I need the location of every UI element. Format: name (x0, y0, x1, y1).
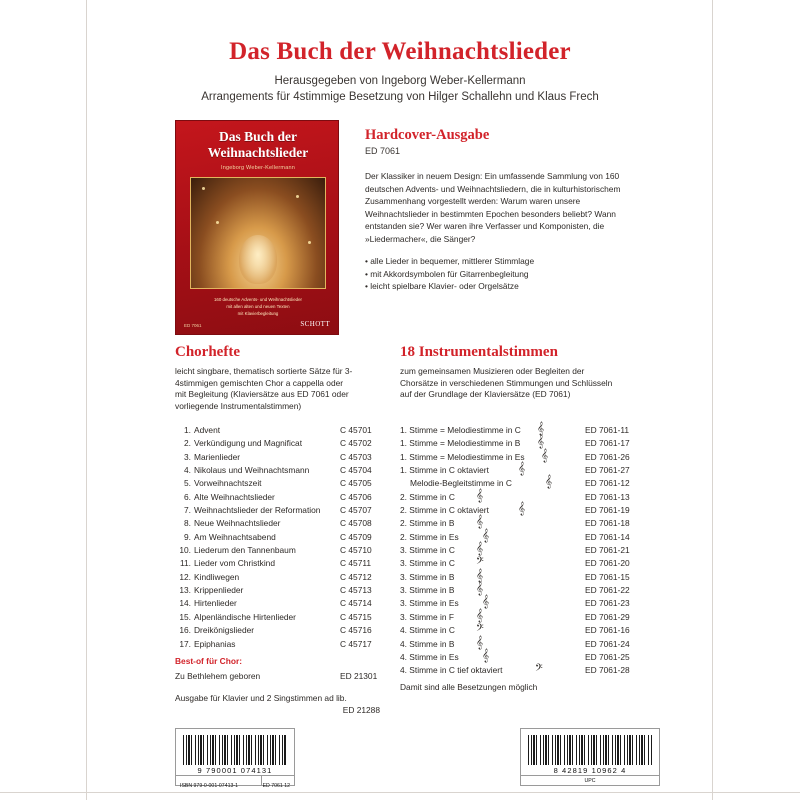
hardcover-feature-list (365, 255, 623, 293)
list-item (175, 491, 385, 504)
item-title: Vorweihnachtszeit (194, 478, 262, 489)
item-number: 10. (179, 545, 191, 556)
cover-caption-line-3: mit Klavierbegleitung (237, 311, 279, 316)
item-title: 4. Stimme in B (400, 638, 455, 649)
trim-line-right (712, 0, 713, 800)
divider (521, 775, 659, 776)
list-item: • leicht spielbare Klavier- oder Orgelsätze (365, 281, 519, 292)
instrumental-footer: Damit sind alle Besetzungen möglich (400, 682, 538, 692)
list-item (400, 527, 650, 544)
item-code: C 45702 (340, 438, 372, 449)
item-code: C 45704 (340, 465, 372, 476)
item-code: ED 7061-13 (585, 491, 630, 502)
treble-clef-icon: 𝄞 (476, 634, 484, 649)
item-title: Nikolaus und Weihnachtsmann (194, 465, 310, 476)
item-title: 2. Stimme in B (400, 518, 455, 529)
treble-clef-icon: 𝄞 (545, 474, 553, 489)
item-code: ED 7061-26 (585, 451, 630, 462)
page-subtitle-arrangements: Arrangements für 4stimmige Besetzung von Hilger Schallehn und Klaus Frech (201, 91, 599, 103)
item-title: Dreikönigslieder (194, 625, 255, 636)
page-title: Das Buch der Weihnachtslieder (229, 38, 571, 65)
item-title: 2. Stimme in Es (400, 531, 459, 542)
treble-clef-icon: 𝄞 (476, 487, 484, 502)
best-of-heading: Best-of für Chor: (175, 656, 242, 666)
best-of-title: Zu Bethlehem geboren (175, 671, 261, 681)
barcode-label: UPC (584, 778, 596, 784)
chorhefte-intro: leicht singbare, thematisch sortierte Sätze für 3-4stimmigen gemischten Chor a cappella oder mit Begleitung (Klaviersätze aus ED 7061 oder vorliegende Instrumentalstimmen) (175, 366, 353, 411)
treble-clef-icon: 𝄞 (482, 647, 490, 662)
item-title: Neue Weihnachtslieder (194, 518, 281, 529)
item-code: ED 7061-20 (585, 558, 630, 569)
item-code: ED 7061-12 (585, 478, 630, 489)
sparkle-icon (308, 241, 311, 244)
item-title: Verkündigung und Magnificat (194, 438, 303, 449)
list-item (400, 607, 650, 624)
treble-clef-icon: 𝄞 (476, 514, 484, 529)
treble-clef-icon: 𝄞 (476, 567, 484, 582)
item-title: Alte Weihnachtslieder (194, 491, 275, 502)
item-title: 3. Stimme in C (400, 545, 455, 556)
list-item (175, 517, 385, 530)
item-number: 4. (184, 465, 191, 476)
item-code: C 45713 (340, 585, 372, 596)
treble-clef-icon: 𝄞 (476, 581, 484, 596)
list-item (400, 557, 650, 570)
item-title: 3. Stimme in Es (400, 598, 459, 609)
list-item (175, 638, 385, 651)
list-item (175, 597, 385, 610)
item-code: C 45712 (340, 571, 372, 582)
item-code: C 45701 (340, 425, 372, 435)
bass-clef-icon: 𝄢 (476, 622, 484, 637)
item-number: 2. (184, 438, 191, 449)
item-code: C 45715 (340, 611, 372, 622)
treble-clef-icon: 𝄞 (476, 541, 484, 556)
list-item (400, 594, 650, 610)
hardcover-edition-number: ED 7061 (365, 146, 401, 156)
sparkle-icon (296, 195, 299, 198)
item-code: ED 7061-16 (585, 625, 630, 636)
instrumental-list (400, 421, 650, 678)
barcode-isbn: ISBN 979-0-001-07413-1 (180, 783, 238, 789)
page-subtitle-editor: Herausgegeben von Ingeborg Weber-Kellermann (274, 75, 526, 87)
item-code: ED 7061-19 (585, 505, 630, 516)
barcode-bars (528, 735, 652, 765)
item-code: C 45703 (340, 451, 372, 462)
cover-code: ED 7061 (184, 323, 202, 328)
list-item (400, 581, 650, 597)
treble-clef-icon: 𝄞 (537, 421, 545, 435)
item-code: ED 7061-18 (585, 518, 630, 529)
item-code: C 45709 (340, 531, 372, 542)
item-number: 15. (179, 611, 191, 622)
treble-clef-octave-icon: 𝄞 (518, 461, 526, 476)
chorhefte-list (175, 424, 385, 651)
barcode-number: 8 42819 10962 4 (553, 766, 627, 775)
list-item (400, 421, 650, 437)
item-title: 1. Stimme = Melodiestimme in C (400, 425, 521, 435)
treble-clef-octave-icon: 𝄞 (518, 501, 526, 516)
item-title: 3. Stimme in B (400, 571, 455, 582)
list-item: • mit Akkordsymbolen für Gitarrenbegleitung (365, 268, 529, 279)
item-number: 12. (179, 571, 191, 582)
list-item (175, 611, 385, 624)
list-item (400, 567, 650, 584)
barcode-upc (520, 728, 660, 786)
item-number: 3. (184, 451, 191, 462)
instrumental-heading: 18 Instrumentalstimmen (400, 344, 558, 360)
item-title: 4. Stimme in C tief oktaviert (400, 665, 503, 676)
treble-clef-icon: 𝄞 (476, 607, 484, 622)
list-item (175, 451, 385, 464)
item-code: ED 7061-21 (585, 545, 630, 556)
item-code: C 45714 (340, 598, 372, 609)
item-title: 3. Stimme in C (400, 558, 455, 569)
list-item (400, 447, 650, 464)
item-title: 3. Stimme in B (400, 585, 455, 596)
chorhefte-heading: Chorhefte (175, 344, 240, 360)
list-item (175, 557, 385, 570)
list-item (175, 504, 385, 517)
hardcover-heading: Hardcover-Ausgabe (365, 127, 490, 143)
list-item (400, 624, 650, 637)
item-code: ED 7061-17 (585, 438, 630, 449)
item-code: ED 7061-24 (585, 638, 630, 649)
item-number: 9. (184, 531, 191, 542)
item-title: Epiphanias (194, 638, 236, 649)
item-code: ED 7061-23 (585, 598, 630, 609)
best-of-row (175, 671, 385, 681)
best-of-note-code: ED 21288 (342, 705, 380, 715)
item-code: ED 7061-28 (585, 665, 630, 676)
item-code: C 45716 (340, 625, 372, 636)
item-title: Kindliwegen (194, 571, 240, 582)
cover-caption-line-2: mit allen alten und neuen Texten (226, 304, 290, 309)
cover-title: Das Buch der Weihnachtslieder (207, 129, 309, 160)
trim-line-left (86, 0, 87, 800)
cover-editor: Ingeborg Weber-Kellermann (221, 165, 295, 171)
list-item: • alle Lieder in bequemer, mittlerer Stimmlage (365, 256, 535, 266)
best-of-note (175, 692, 390, 716)
item-number: 17. (179, 638, 191, 649)
cover-illustration (190, 177, 326, 289)
trim-line-bottom (0, 792, 800, 793)
treble-clef-icon: 𝄞 (482, 594, 490, 609)
item-code: C 45711 (340, 558, 372, 569)
item-title: 3. Stimme in F (400, 611, 454, 622)
barcode-number: 9 790001 074131 (197, 766, 273, 775)
item-code: ED 7061-27 (585, 465, 630, 476)
cover-thumbnail (175, 120, 339, 335)
item-number: 7. (184, 505, 191, 516)
item-title: Am Weihnachtsabend (194, 531, 276, 542)
barcode-ismn (175, 728, 295, 789)
treble-clef-icon: 𝄞 (482, 527, 490, 542)
list-item (175, 624, 385, 637)
item-title: Marienlieder (194, 451, 241, 462)
sparkle-icon (202, 187, 205, 190)
list-item (175, 571, 385, 584)
instrumental-intro: zum gemeinsamen Musizieren oder Begleiten der Chorsätze in verschiedenen Stimmungen und Schlüsseln auf der Grundlage der Klaviersätze (ED 7061) (400, 366, 613, 400)
bass-clef-icon: 𝄢 (535, 662, 543, 677)
list-item (400, 541, 650, 557)
list-item (175, 437, 385, 450)
barcode-bars (183, 735, 287, 765)
item-number: 16. (179, 625, 191, 636)
item-code: ED 7061-29 (585, 611, 630, 622)
item-number: 11. (179, 558, 191, 569)
item-code: ED 7061-14 (585, 531, 630, 542)
item-title: 1. Stimme = Melodiestimme in Es (400, 451, 525, 462)
item-code: C 45706 (340, 491, 372, 502)
hardcover-description: Der Klassiker in neuem Design: Ein umfassende Sammlung von 160 deutschen Advents- und Weihnachtsliedern, die in kulturhistorischem Zusammenhang vorgestellt werden: Warum waren unsere Weihnachtslieder in bestimmten Epochen besonders beliebt? Wann entstanden sie? Wer waren ihre Verfasser und Komponisten, die »Liedermacher«, die Sänger? (365, 171, 621, 244)
item-title: 2. Stimme in C oktaviert (400, 505, 489, 516)
item-title: Krippenlieder (194, 585, 244, 596)
cover-caption-line-1: 160 deutsche Advents- und Weihnachtslieder (213, 297, 303, 302)
barcode-edition-code: ED 7061 12 (262, 783, 290, 789)
item-number: 6. (184, 491, 191, 502)
item-title: Weihnachtslieder der Reformation (194, 505, 321, 516)
item-code: C 45708 (340, 518, 372, 529)
item-code: ED 7061-11 (585, 425, 630, 435)
list-item (400, 501, 650, 517)
item-title: 2. Stimme in C (400, 491, 455, 502)
item-title: 1. Stimme in C oktaviert (400, 465, 489, 476)
item-code: ED 7061-25 (585, 651, 630, 662)
item-number: 1. (184, 425, 191, 435)
item-code: C 45717 (340, 638, 372, 649)
publisher-logo: SCHOTT (300, 320, 330, 328)
list-item (400, 647, 650, 664)
treble-clef-icon: 𝄞 (537, 434, 545, 449)
list-item (175, 464, 385, 477)
list-item (175, 424, 385, 437)
item-number: 14. (179, 598, 191, 609)
item-title: 4. Stimme in C (400, 625, 455, 636)
item-code: C 45707 (340, 505, 372, 516)
treble-clef-icon: 𝄞 (541, 447, 549, 462)
item-title: Lieder vom Christkind (194, 558, 275, 569)
list-item (400, 461, 650, 477)
divider (176, 775, 294, 776)
item-title: 4. Stimme in Es (400, 651, 459, 662)
list-item (400, 514, 650, 530)
sparkle-icon (216, 221, 219, 224)
list-item (400, 664, 650, 677)
list-item (400, 634, 650, 651)
list-item (175, 531, 385, 544)
list-item (400, 434, 650, 450)
item-title: 1. Stimme = Melodiestimme in B (400, 438, 521, 449)
list-item (400, 487, 650, 504)
item-title: Advent (194, 425, 221, 435)
item-title: Alpenländische Hirtenlieder (194, 611, 296, 622)
item-title: Melodie-Begleitstimme in C (410, 478, 512, 489)
item-code: C 45710 (340, 545, 372, 556)
item-number: 8. (184, 518, 191, 529)
best-of-code: ED 21301 (340, 671, 378, 681)
list-item (400, 474, 650, 490)
item-code: ED 7061-22 (585, 585, 630, 596)
list-item (175, 544, 385, 557)
list-item (175, 584, 385, 597)
item-title: Liederum den Tannenbaum (194, 545, 296, 556)
item-code: C 45705 (340, 478, 372, 489)
item-title: Hirtenlieder (194, 598, 237, 609)
item-code: ED 7061-15 (585, 571, 630, 582)
list-item (175, 477, 385, 490)
bass-clef-icon: 𝄢 (476, 555, 484, 570)
item-number: 5. (184, 478, 191, 489)
best-of-note-text: Ausgabe für Klavier und 2 Singstimmen ad lib. (175, 693, 347, 703)
item-number: 13. (179, 585, 191, 596)
